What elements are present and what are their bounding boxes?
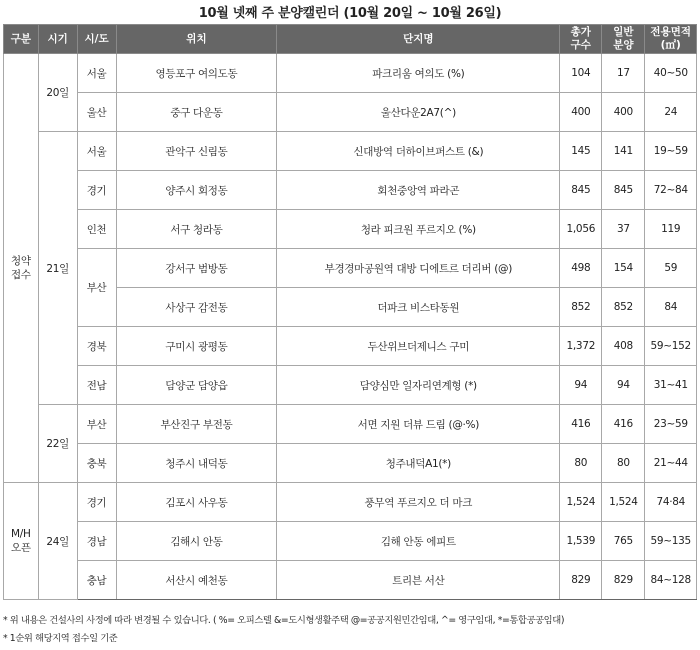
complex-cell: 담양심만 일자리연계형 (*) bbox=[277, 366, 560, 405]
category-subscription: 청약 접수 bbox=[4, 54, 39, 483]
header-row bbox=[4, 25, 697, 54]
header-area: 전용면적 (㎡) bbox=[645, 25, 697, 54]
total-units-cell: 1,372 bbox=[560, 327, 602, 366]
general-units-cell: 408 bbox=[602, 327, 645, 366]
table-row bbox=[4, 444, 697, 483]
location-cell: 담양군 담양읍 bbox=[116, 366, 277, 405]
region-cell: 인천 bbox=[77, 210, 116, 249]
region-cell: 경기 bbox=[77, 483, 116, 522]
table-row bbox=[4, 210, 697, 249]
page-title: 10월 넷째 주 분양캘린더 (10월 20일 ~ 10월 26일) bbox=[198, 6, 502, 21]
total-units-cell: 1,539 bbox=[560, 522, 602, 561]
location-cell: 청주시 내덕동 bbox=[116, 444, 277, 483]
location-cell: 서구 청라동 bbox=[116, 210, 277, 249]
footnote-basis: * 1순위 해당지역 접수일 기준 bbox=[3, 633, 118, 644]
general-units-cell: 765 bbox=[602, 522, 645, 561]
region-cell: 경남 bbox=[77, 522, 116, 561]
region-cell: 충북 bbox=[77, 444, 116, 483]
date-cell: 22일 bbox=[38, 405, 77, 483]
total-units-cell: 416 bbox=[560, 405, 602, 444]
region-cell: 경북 bbox=[77, 327, 116, 366]
table-row bbox=[4, 405, 697, 444]
area-cell: 74·84 bbox=[645, 483, 697, 522]
footnotes bbox=[3, 612, 697, 648]
general-units-cell: 829 bbox=[602, 561, 645, 600]
complex-cell: 풍무역 푸르지오 더 마크 bbox=[277, 483, 560, 522]
complex-cell: 서면 지원 더뷰 드림 (@·%) bbox=[277, 405, 560, 444]
total-units-cell: 80 bbox=[560, 444, 602, 483]
area-cell: 84 bbox=[645, 288, 697, 327]
table-row bbox=[4, 249, 697, 288]
header-period: 시기 bbox=[38, 25, 77, 54]
footnote-legend: * 위 내용은 건설사의 사정에 따라 변경될 수 있습니다. ( %= 오피스텔 &=도시형생활주택 @=공공지원민간임대, ^= 영구임대, *=통합공공임대) bbox=[3, 615, 565, 626]
date-cell: 24일 bbox=[38, 483, 77, 600]
header-location: 위치 bbox=[116, 25, 277, 54]
area-cell: 31~41 bbox=[645, 366, 697, 405]
location-cell: 김포시 사우동 bbox=[116, 483, 277, 522]
location-cell: 사상구 감전동 bbox=[116, 288, 277, 327]
table-row bbox=[4, 327, 697, 366]
total-units-cell: 145 bbox=[560, 132, 602, 171]
complex-cell: 두산위브더제니스 구미 bbox=[277, 327, 560, 366]
complex-cell: 신대방역 더하이브퍼스트 (&) bbox=[277, 132, 560, 171]
date-cell: 21일 bbox=[38, 132, 77, 405]
total-units-cell: 829 bbox=[560, 561, 602, 600]
complex-cell: 청주내덕A1(*) bbox=[277, 444, 560, 483]
general-units-cell: 94 bbox=[602, 366, 645, 405]
date-cell: 20일 bbox=[38, 54, 77, 132]
table-row bbox=[4, 483, 697, 522]
general-units-cell: 17 bbox=[602, 54, 645, 93]
general-units-cell: 852 bbox=[602, 288, 645, 327]
location-cell: 중구 다운동 bbox=[116, 93, 277, 132]
total-units-cell: 400 bbox=[560, 93, 602, 132]
location-cell: 서산시 예천동 bbox=[116, 561, 277, 600]
general-units-cell: 416 bbox=[602, 405, 645, 444]
table-row bbox=[4, 561, 697, 600]
total-units-cell: 845 bbox=[560, 171, 602, 210]
area-cell: 119 bbox=[645, 210, 697, 249]
area-cell: 59~152 bbox=[645, 327, 697, 366]
general-units-cell: 141 bbox=[602, 132, 645, 171]
region-cell: 부산 bbox=[77, 249, 116, 327]
general-units-cell: 845 bbox=[602, 171, 645, 210]
complex-cell: 더파크 비스타동원 bbox=[277, 288, 560, 327]
header-region: 시/도 bbox=[77, 25, 116, 54]
general-units-cell: 80 bbox=[602, 444, 645, 483]
area-cell: 23~59 bbox=[645, 405, 697, 444]
table-row bbox=[4, 522, 697, 561]
location-cell: 영등포구 여의도동 bbox=[116, 54, 277, 93]
region-cell: 전남 bbox=[77, 366, 116, 405]
header-category: 구분 bbox=[4, 25, 39, 54]
general-units-cell: 154 bbox=[602, 249, 645, 288]
area-cell: 24 bbox=[645, 93, 697, 132]
complex-cell: 회천중앙역 파라곤 bbox=[277, 171, 560, 210]
location-cell: 김해시 안동 bbox=[116, 522, 277, 561]
complex-cell: 파크리움 여의도 (%) bbox=[277, 54, 560, 93]
area-cell: 19~59 bbox=[645, 132, 697, 171]
area-cell: 72~84 bbox=[645, 171, 697, 210]
location-cell: 부산진구 부전동 bbox=[116, 405, 277, 444]
table-row bbox=[4, 132, 697, 171]
area-cell: 84~128 bbox=[645, 561, 697, 600]
location-cell: 양주시 회정동 bbox=[116, 171, 277, 210]
table-row bbox=[4, 54, 697, 93]
area-cell: 59 bbox=[645, 249, 697, 288]
area-cell: 40~50 bbox=[645, 54, 697, 93]
total-units-cell: 94 bbox=[560, 366, 602, 405]
category-mh-open: M/H 오픈 bbox=[4, 483, 39, 600]
region-cell: 경기 bbox=[77, 171, 116, 210]
complex-cell: 울산다운2A7(^) bbox=[277, 93, 560, 132]
header-general-units: 일반 분양 bbox=[602, 25, 645, 54]
header-complex: 단지명 bbox=[277, 25, 560, 54]
location-cell: 강서구 범방동 bbox=[116, 249, 277, 288]
table-row bbox=[4, 366, 697, 405]
area-cell: 21~44 bbox=[645, 444, 697, 483]
region-cell: 서울 bbox=[77, 132, 116, 171]
location-cell: 관악구 신림동 bbox=[116, 132, 277, 171]
header-total-units: 총가 구수 bbox=[560, 25, 602, 54]
complex-cell: 청라 피크원 푸르지오 (%) bbox=[277, 210, 560, 249]
region-cell: 서울 bbox=[77, 54, 116, 93]
location-cell: 구미시 광평동 bbox=[116, 327, 277, 366]
subscription-calendar-table bbox=[3, 24, 697, 600]
general-units-cell: 1,524 bbox=[602, 483, 645, 522]
total-units-cell: 498 bbox=[560, 249, 602, 288]
complex-cell: 부경경마공원역 대방 디에트르 더리버 (@) bbox=[277, 249, 560, 288]
region-cell: 부산 bbox=[77, 405, 116, 444]
total-units-cell: 1,524 bbox=[560, 483, 602, 522]
table-row bbox=[4, 171, 697, 210]
complex-cell: 트리븐 서산 bbox=[277, 561, 560, 600]
general-units-cell: 37 bbox=[602, 210, 645, 249]
general-units-cell: 400 bbox=[602, 93, 645, 132]
area-cell: 59~135 bbox=[645, 522, 697, 561]
total-units-cell: 104 bbox=[560, 54, 602, 93]
region-cell: 충남 bbox=[77, 561, 116, 600]
region-cell: 울산 bbox=[77, 93, 116, 132]
total-units-cell: 1,056 bbox=[560, 210, 602, 249]
complex-cell: 김해 안동 에피트 bbox=[277, 522, 560, 561]
total-units-cell: 852 bbox=[560, 288, 602, 327]
table-row bbox=[4, 93, 697, 132]
